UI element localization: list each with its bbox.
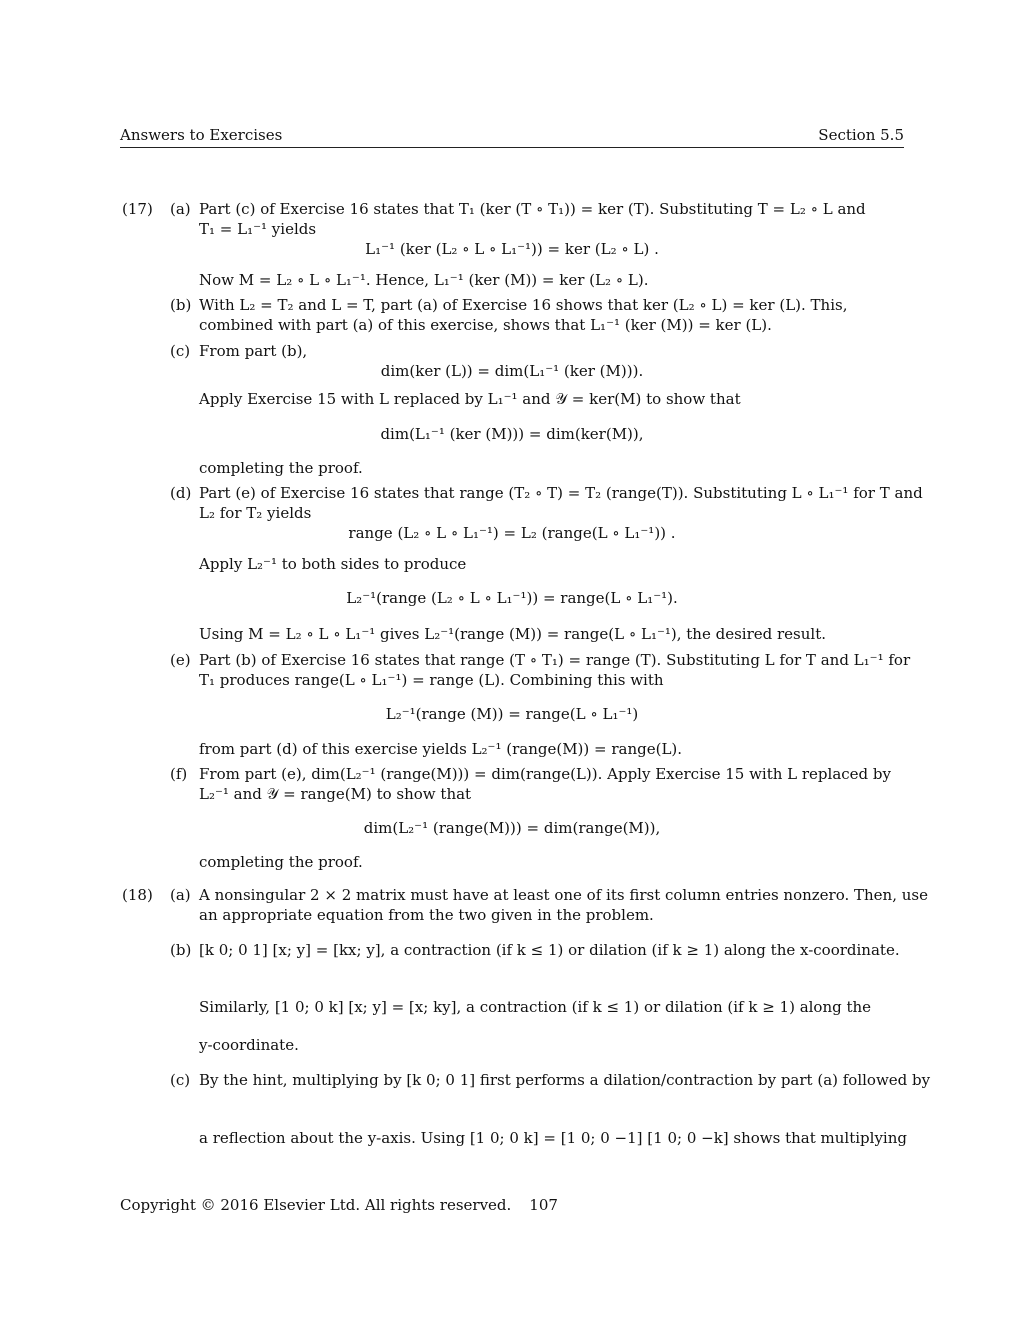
ex17f-l2: L₂⁻¹ and 𝒴 = range(M) to show that bbox=[199, 785, 472, 803]
ex18b-label: (b) bbox=[170, 941, 192, 959]
ex18b-l3: y-coordinate. bbox=[199, 1036, 299, 1054]
ex17b-l1: With L₂ = T₂ and L = T, part (a) of Exercise 16 shows that ker (L₂ ∘ L) = ker (L). This, bbox=[199, 296, 848, 314]
running-header-left: Answers to Exercises bbox=[120, 126, 283, 144]
ex17e-label: (e) bbox=[170, 651, 191, 669]
page-footer bbox=[120, 1196, 558, 1214]
ex17d-label: (d) bbox=[170, 484, 192, 502]
ex17-label: (17) bbox=[122, 200, 153, 218]
ex17f-label: (f) bbox=[170, 765, 188, 783]
ex18a-l2: an appropriate equation from the two given in the problem. bbox=[199, 906, 654, 924]
ex18c-l2: a reflection about the y-axis. Using [1 0; 0 k] = [1 0; 0 −1] [1 0; 0 −k] shows that multiplying bbox=[199, 1129, 907, 1147]
ex18a-label: (a) bbox=[170, 886, 191, 904]
ex17f-eq: dim(L₂⁻¹ (range(M))) = dim(range(M)), bbox=[363, 819, 661, 837]
ex17c-l1: From part (b), bbox=[199, 342, 308, 360]
ex17b-l2: combined with part (a) of this exercise, shows that L₁⁻¹ (ker (M)) = ker (L). bbox=[199, 316, 772, 334]
ex17e-l1: Part (b) of Exercise 16 states that range (T ∘ T₁) = range (T). Substituting L for T and L₁⁻¹ for bbox=[199, 651, 911, 669]
ex17d-l2: L₂ for T₂ yields bbox=[199, 504, 312, 522]
ex17a-l2: T₁ = L₁⁻¹ yields bbox=[199, 220, 317, 238]
ex17a-l3: Now M = L₂ ∘ L ∘ L₁⁻¹. Hence, L₁⁻¹ (ker (M)) = ker (L₂ ∘ L). bbox=[199, 271, 649, 289]
ex17c-eq2: dim(L₁⁻¹ (ker (M))) = dim(ker(M)), bbox=[380, 425, 644, 443]
copyright-notice: Copyright © 2016 Elsevier Ltd. All rights reserved. bbox=[120, 1196, 512, 1214]
ex17a-label: (a) bbox=[170, 200, 191, 218]
ex18b-l1: [k 0; 0 1] [x; y] = [kx; y], a contraction (if k ≤ 1) or dilation (if k ≥ 1) along the x-coordinate. bbox=[199, 941, 900, 959]
ex17c-l3: completing the proof. bbox=[199, 459, 363, 477]
header-rule bbox=[120, 147, 904, 148]
ex17d-eq2: L₂⁻¹(range (L₂ ∘ L ∘ L₁⁻¹)) = range(L ∘ L₁⁻¹). bbox=[346, 589, 678, 607]
ex17e-eq: L₂⁻¹(range (M)) = range(L ∘ L₁⁻¹) bbox=[385, 705, 639, 723]
ex18a-l1: A nonsingular 2 × 2 matrix must have at least one of its first column entries nonzero. Then, use bbox=[199, 886, 928, 904]
running-header-right: Section 5.5 bbox=[818, 126, 904, 144]
ex17d-l3: Apply L₂⁻¹ to both sides to produce bbox=[199, 555, 467, 573]
ex18c-l1: By the hint, multiplying by [k 0; 0 1] first performs a dilation/contraction by part (a) followed by bbox=[199, 1071, 931, 1089]
ex17f-l3: completing the proof. bbox=[199, 853, 363, 871]
ex17d-l4: Using M = L₂ ∘ L ∘ L₁⁻¹ gives L₂⁻¹(range (M)) = range(L ∘ L₁⁻¹), the desired result. bbox=[199, 625, 827, 643]
ex17c-label: (c) bbox=[170, 342, 191, 360]
ex18-label: (18) bbox=[122, 886, 153, 904]
ex17d-eq1: range (L₂ ∘ L ∘ L₁⁻¹) = L₂ (range(L ∘ L₁⁻¹)) . bbox=[348, 524, 676, 542]
ex17a-eq: L₁⁻¹ (ker (L₂ ∘ L ∘ L₁⁻¹)) = ker (L₂ ∘ L) . bbox=[365, 240, 659, 258]
ex17c-eq1: dim(ker (L)) = dim(L₁⁻¹ (ker (M))). bbox=[380, 362, 644, 380]
ex18c-label: (c) bbox=[170, 1071, 191, 1089]
ex17c-l2: Apply Exercise 15 with L replaced by L₁⁻¹ and 𝒴 = ker(M) to show that bbox=[199, 390, 741, 408]
ex17a-l1: Part (c) of Exercise 16 states that T₁ (ker (T ∘ T₁)) = ker (T). Substituting T = L₂ ∘ L and bbox=[199, 200, 866, 218]
ex17e-l3: from part (d) of this exercise yields L₂⁻¹ (range(M)) = range(L). bbox=[199, 740, 683, 758]
ex17f-l1: From part (e), dim(L₂⁻¹ (range(M))) = dim(range(L)). Apply Exercise 15 with L replaced by bbox=[199, 765, 891, 783]
ex17e-l2: T₁ produces range(L ∘ L₁⁻¹) = range (L). Combining this with bbox=[199, 671, 664, 689]
page-number: 107 bbox=[529, 1196, 558, 1214]
ex17b-label: (b) bbox=[170, 296, 192, 314]
ex18b-l2: Similarly, [1 0; 0 k] [x; y] = [x; ky], a contraction (if k ≤ 1) or dilation (if k ≥ 1) along the bbox=[199, 998, 872, 1016]
ex17d-l1: Part (e) of Exercise 16 states that range (T₂ ∘ T) = T₂ (range(T)). Substituting L ∘ L₁⁻¹ for T and bbox=[199, 484, 923, 502]
